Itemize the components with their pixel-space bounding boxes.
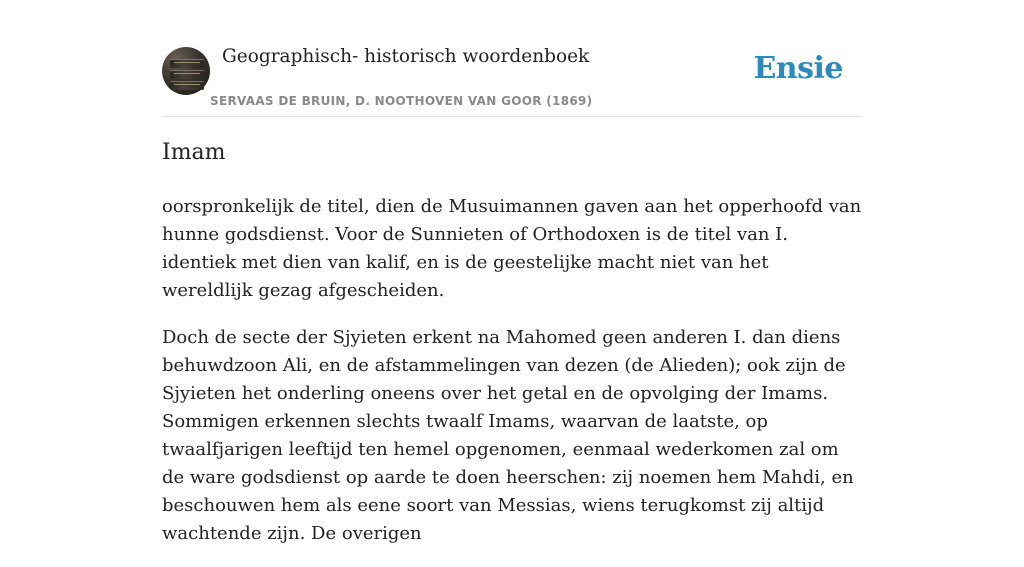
entry-paragraph: Doch de secte der Sjyieten erkent na Mahomed geen anderen I. dan diens behuwdzoon Ali, en de afstammelingen van dezen (de Alieden); ook zijn de Sjyieten het onderling oneens over het getal en de opvolging der Imams. Sommigen erkennen slechts twaalf Imams, waarvan de laatste, op twaalfjarigen leeftijd ten hemel opgenomen, eenmaal wederkomen zal om de ware godsdienst op aarde te doen heerschen: zij noemen hem Mahdi, en beschouwen hem als eene soort van Messias, wiens terugkomst zij altijd wachtende zijn. De overigen	[162, 327, 854, 544]
entry-paragraph: oorspronkelijk de titel, dien de Musuimannen gaven aan het opperhoofd van hunne godsdienst. Voor de Sunnieten of Orthodoxen is de titel van I. identiek met dien van kalif, en is de geestelijke macht niet van het wereldlijk gezag afgescheiden.	[162, 196, 862, 301]
book-author: SERVAAS DE BRUIN, D. NOOTHOVEN VAN GOOR (1869)	[210, 94, 593, 108]
book-cover-image[interactable]	[162, 47, 210, 95]
book-title[interactable]: Geographisch- historisch woordenboek	[222, 46, 590, 67]
entry-title: Imam	[162, 140, 226, 165]
ensie-logo[interactable]: Ensie	[753, 51, 843, 86]
entry-content	[162, 193, 862, 567]
book-header	[162, 40, 862, 117]
